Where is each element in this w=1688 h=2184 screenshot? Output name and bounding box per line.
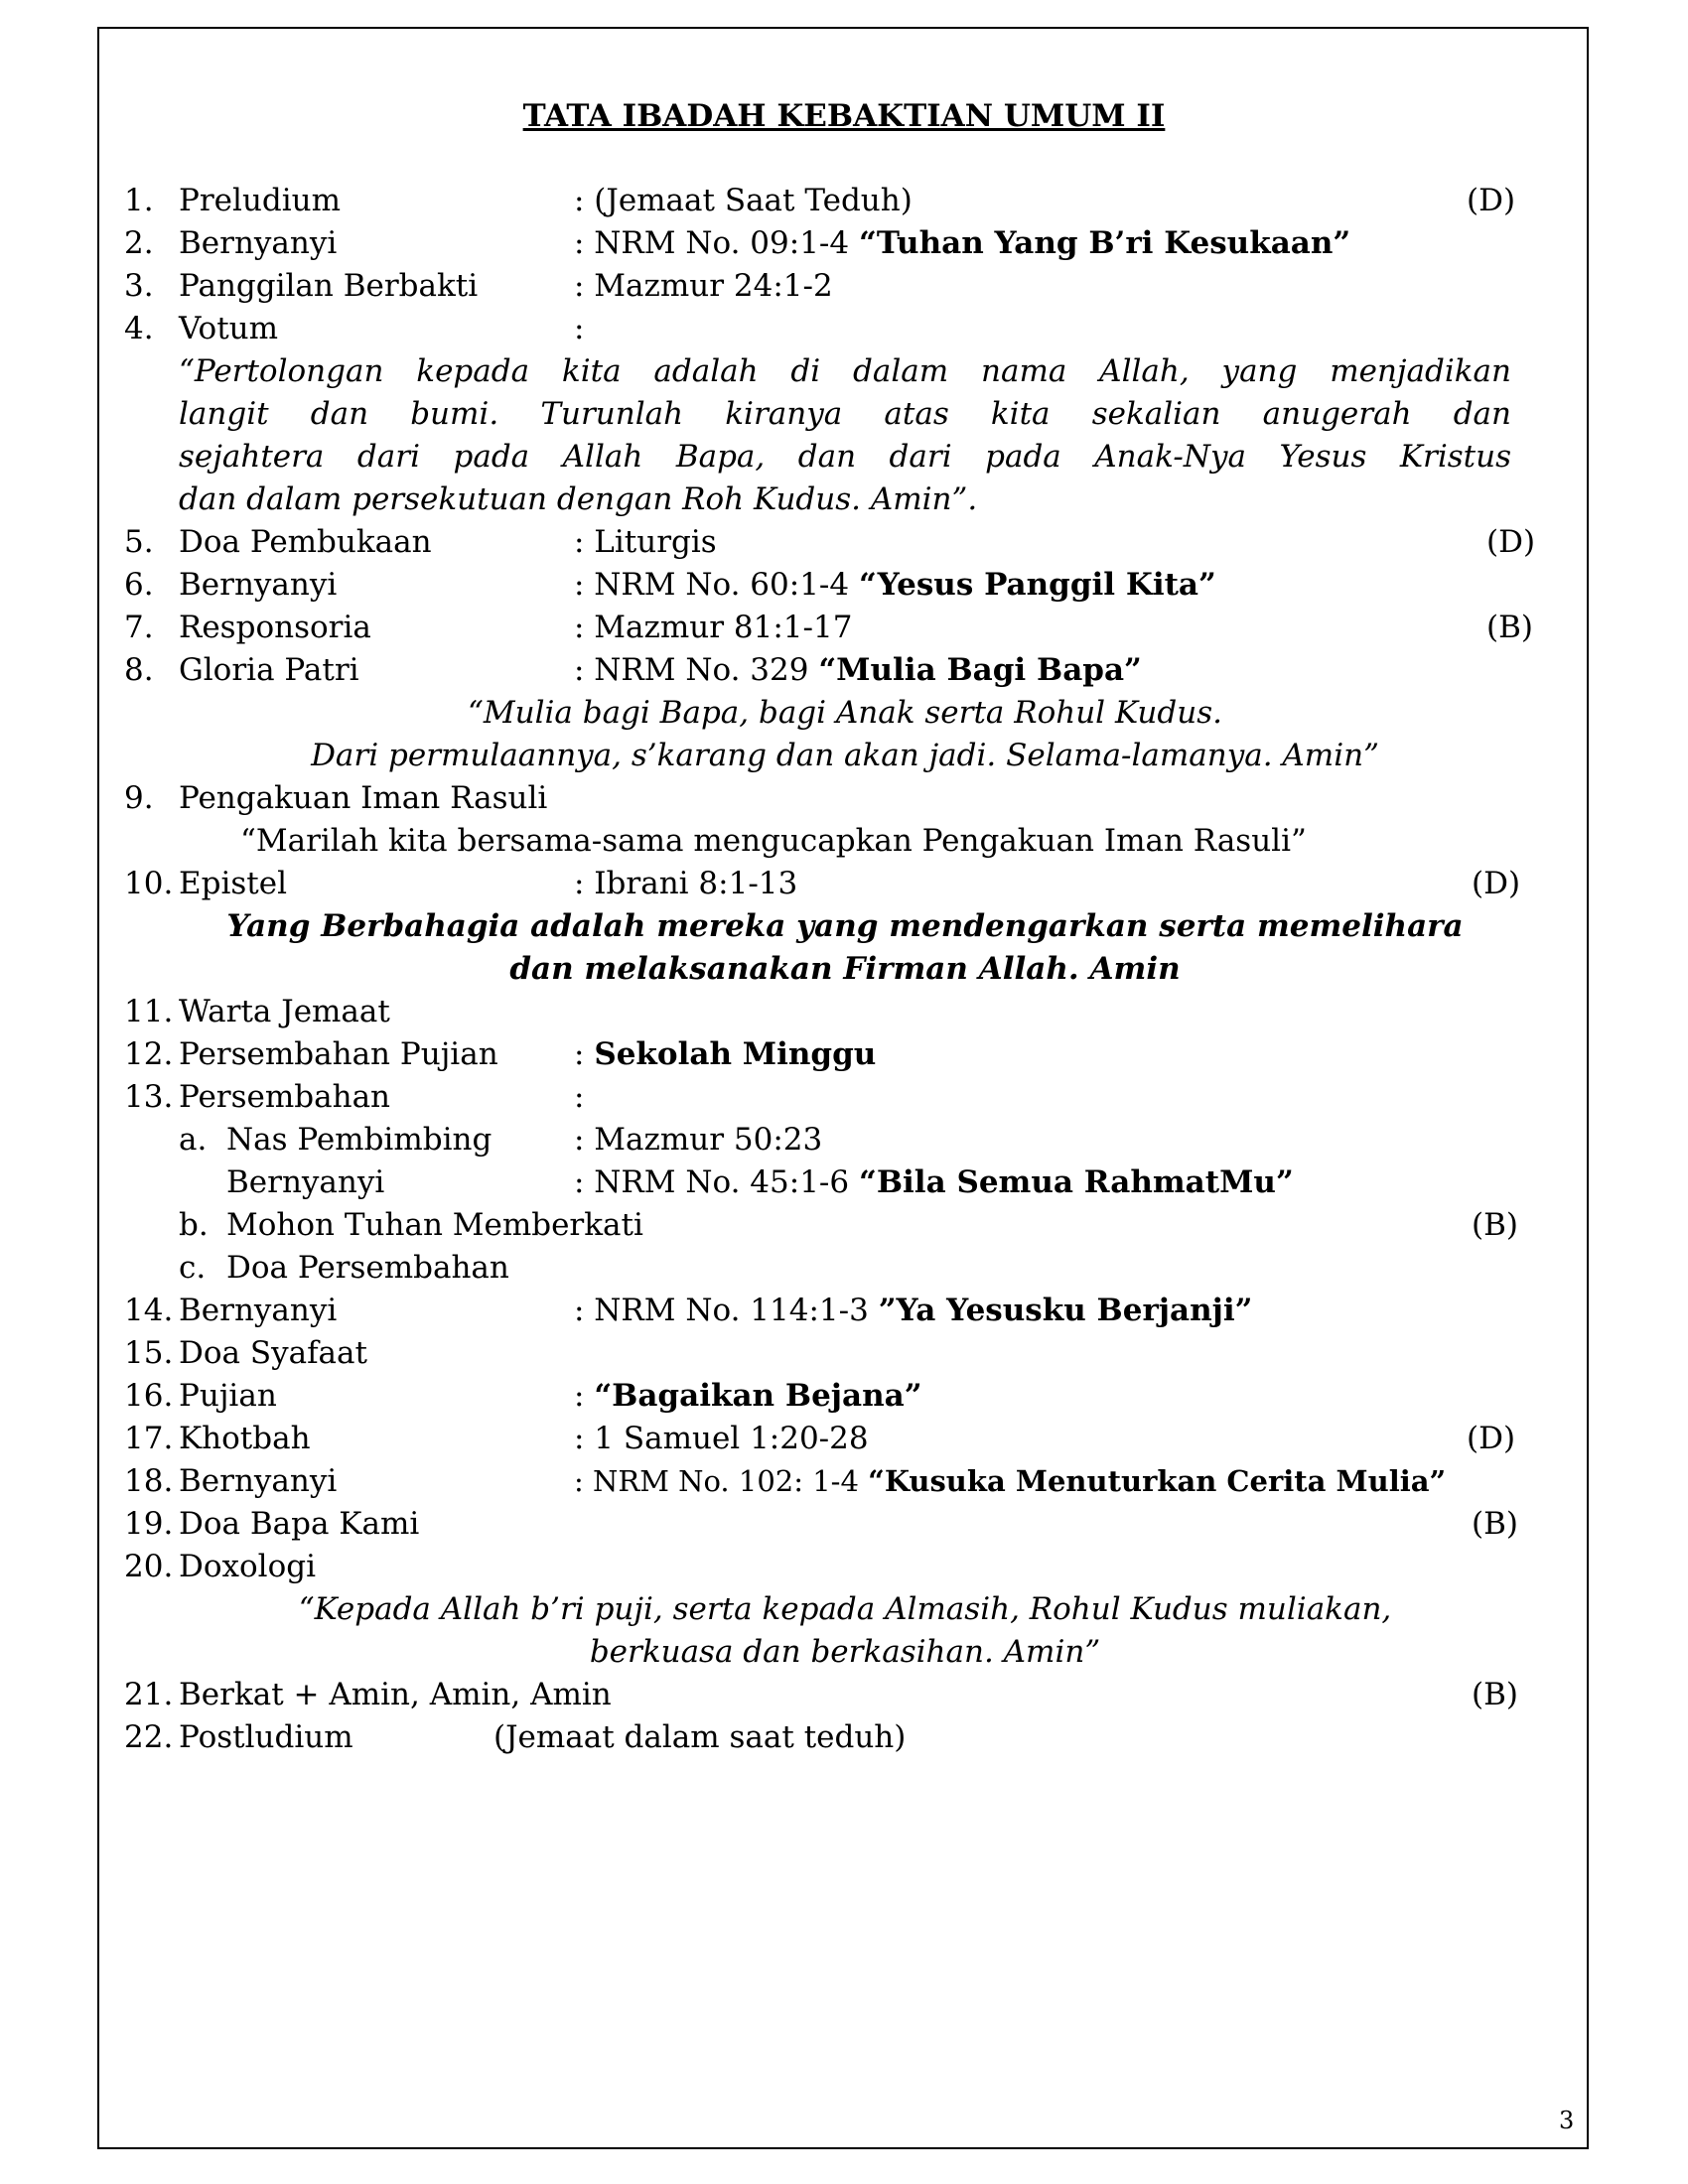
- list-item-postludium: 22. Postludium (Jemaat dalam saat teduh): [124, 1719, 907, 1755]
- doxologi-text-1: “Kepada Allah b’ri puji, serta kepada Almasih, Rohul Kudus muliakan,: [298, 1591, 1392, 1627]
- liturgy-list: [124, 180, 1584, 1759]
- gloria-text-2: Dari permulaannya, s’karang dan akan jadi. Selama-lamanya. Amin”: [311, 738, 1379, 773]
- list-item-warta: 11. Warta Jemaat: [124, 994, 390, 1029]
- page-title: TATA IBADAH KEBAKTIAN UMUM II: [522, 98, 1166, 134]
- list-item-berkat: 21. Berkat + Amin, Amin, Amin (B): [124, 1677, 1518, 1712]
- page-number: 3: [1559, 2107, 1575, 2134]
- list-item-bernyanyi-4: 14. Bernyanyi : NRM No. 114:1-3 ”Ya Yesusku Berjanji”: [124, 1293, 1253, 1328]
- list-item-persembahan: 13. Persembahan :: [124, 1079, 585, 1115]
- list-item-khotbah: 17. Khotbah : 1 Samuel 1:20-28 (D): [124, 1421, 1516, 1456]
- votum-text: “Pertolongan kepada kita adalah di dalam nama Allah, yang menjadikan langit dan bumi. Turunlah kiranya atas kita sekalian anugerah dan sejahtera dari pada Allah Bapa, dan dari pada Anak-Nya Yesus Kristus dan dalam persekutuan dengan Roh Kudus. Amin”.: [179, 353, 1511, 517]
- list-item-persembahan-pujian: 12. Persembahan Pujian : Sekolah Minggu: [124, 1036, 877, 1072]
- list-item-mohon-tuhan: b. Mohon Tuhan Memberkati (B): [179, 1207, 1518, 1243]
- epistel-response-1: Yang Berbahagia adalah mereka yang mendengarkan serta memelihara: [226, 908, 1464, 944]
- list-item-responsoria: 7. Responsoria : Mazmur 81:1-17 (B): [124, 610, 1533, 645]
- list-item-bernyanyi-5: 18. Bernyanyi : NRM No. 102: 1-4 “Kusuka Menuturkan Cerita Mulia”: [124, 1463, 1447, 1499]
- list-item-epistel: 10. Epistel : Ibrani 8:1-13 (D): [124, 866, 1521, 901]
- list-item-panggilan: 3. Panggilan Berbakti : Mazmur 24:1-2: [124, 268, 833, 304]
- epistel-response-2: dan melaksanakan Firman Allah. Amin: [509, 951, 1181, 987]
- list-item-votum: 4. Votum :: [124, 311, 585, 346]
- list-item-bernyanyi-3: Bernyanyi : NRM No. 45:1-6 “Bila Semua RahmatMu”: [226, 1164, 1294, 1200]
- list-item-gloria-patri: 8. Gloria Patri : NRM No. 329 “Mulia Bagi Bapa”: [124, 652, 1142, 688]
- list-item-doa-syafaat: 15. Doa Syafaat: [124, 1335, 367, 1371]
- doxologi-text-2: berkuasa dan berkasihan. Amin”: [589, 1634, 1101, 1670]
- list-item-nas-pembimbing: a. Nas Pembimbing : Mazmur 50:23: [179, 1122, 823, 1158]
- list-item-doa-persembahan: c. Doa Persembahan: [179, 1250, 509, 1286]
- list-item-doa-pembukaan: 5. Doa Pembukaan : Liturgis (D): [124, 524, 1536, 560]
- list-item-bernyanyi-1: 2. Bernyanyi : NRM No. 09:1-4 “Tuhan Yang B’ri Kesukaan”: [124, 225, 1351, 261]
- list-item-doxologi: 20. Doxologi: [124, 1549, 317, 1584]
- list-item-pujian: 16. Pujian : “Bagaikan Bejana”: [124, 1378, 922, 1414]
- pengakuan-text: “Marilah kita bersama-sama mengucapkan Pengakuan Iman Rasuli”: [240, 823, 1307, 859]
- gloria-text-1: “Mulia bagi Bapa, bagi Anak serta Rohul Kudus.: [468, 695, 1222, 731]
- list-item-bernyanyi-2: 6. Bernyanyi : NRM No. 60:1-4 “Yesus Panggil Kita”: [124, 567, 1216, 603]
- list-item-pengakuan: 9. Pengakuan Iman Rasuli: [124, 780, 548, 816]
- list-item-doa-bapa-kami: 19. Doa Bapa Kami (B): [124, 1506, 1518, 1542]
- list-item-preludium: 1. Preludium : (Jemaat Saat Teduh) (D): [124, 183, 1516, 218]
